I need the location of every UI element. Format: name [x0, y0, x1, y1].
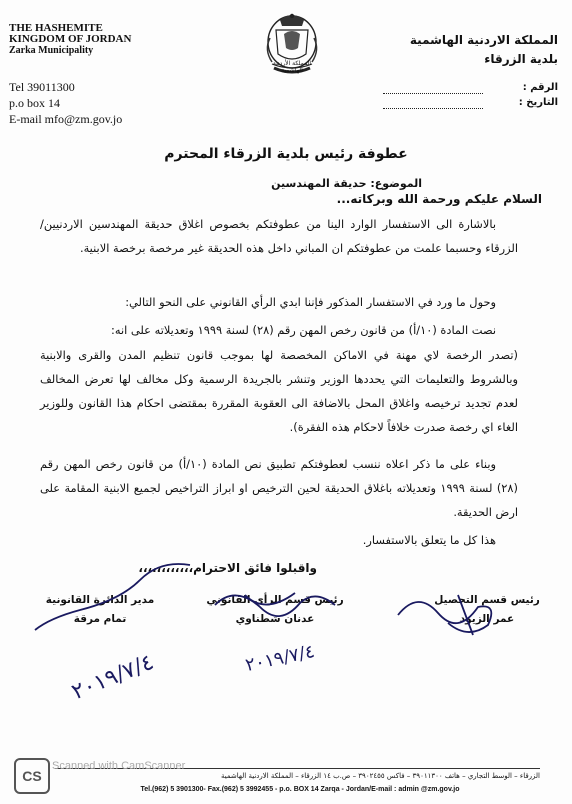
paragraph-3: نصت المادة (١٠/أ) من قانون رخص المهن رقم (٢٨) لسنة ١٩٩٩ وتعديلاته على انه: — [111, 323, 496, 337]
letterhead-email: E-mail mfo@zm.gov.jo — [9, 112, 123, 126]
letter-subject: الموضوع: حديقة المهندسين — [271, 177, 422, 190]
signatory-name: عدنان شطناوي — [235, 613, 315, 625]
signatory-role: رئيس قسم التحصيل — [434, 594, 540, 606]
date-line — [383, 108, 483, 109]
seal-caption: المملكة الأردنية الهاشمية — [272, 60, 312, 74]
signatory-role: رئيس قسم الرأي القانوني — [206, 594, 344, 606]
camscanner-watermark: Scanned with CamScanner — [52, 760, 186, 772]
footer-ar: الزرقاء – الوسط التجاري – هاتف ٣٩٠١١٣٠٠ – فاكس ٣٩٠٢٤٥٥ – ص.ب ١٤ الزرقاء – المملكة الاردنية الهاشمية — [221, 772, 540, 780]
camscanner-logo-icon: CS — [14, 758, 50, 794]
letterhead-ar-line-1: المملكة الاردنية الهاشمية — [409, 33, 558, 47]
letterhead-pobox: p.o box 14 — [9, 96, 60, 110]
paragraph-5: وبناء على ما ذكر اعلاه ننسب لعطوفتكم تطبيق نص المادة (١٠/أ) من قانون رخص المهن رقم (٢٨) لسنة ١٩٩٩ وتعديلاته باغلاق الحديقة لحين الترخيص او ابراز التراخيص لجميع الابنية المقامة على ارض الحديقة. — [40, 457, 518, 519]
signatory-name: عمر الزيود — [459, 613, 515, 625]
handwritten-date-2: ٢٠١٩/٧/٤ — [68, 649, 158, 706]
date-label: التاريخ : — [518, 97, 558, 108]
handwritten-date-1: ٢٠١٩/٧/٤ — [243, 640, 317, 677]
signature-legal-head — [205, 585, 345, 635]
signatory-name: تمام مرقة — [73, 613, 127, 625]
footer-en: Tel.(962) 5 3901300- Fax.(962) 5 3992455 - p.o. BOX 14 Zarqa - Jordan/E-mail : admin @zm.gov.jo — [140, 786, 460, 793]
signatory-role: مدير الدائرة القانونية — [45, 594, 155, 606]
letterhead-en-line-3: Zarka Municipality — [9, 45, 94, 56]
ref-number-label: الرقم : — [522, 82, 558, 93]
ref-number-line — [383, 93, 483, 94]
letterhead-en-line-2: KINGDOM OF JORDAN — [9, 33, 132, 45]
paragraph-4-quote: (تصدر الرخصة لاي مهنة في الاماكن المخصصة لها بموجب قانون تنظيم المدن والقرى والابنية وبالشروط والتعليمات التي يحددها الوزير وتنشر بالجريدة الرسمية وكل مخالف لها تعرض المخالف لعدم تجديد ترخيصه واغلاق المحل بالاضافة الى العقوبة المقررة بمقتضى احكام هذا القانون وللوزير الغاء اي رخصة صدرت خلافاً لاحكام هذه الفقرة). — [40, 348, 518, 434]
letterhead-tel: Tel 39011300 — [9, 80, 75, 94]
paragraph-1: بالاشارة الى الاستفسار الوارد الينا من عطوفتكم بخصوص اغلاق حديقة المهندسين الاردنيين/ الزرقاء وحسبما علمت من عطوفتكم ان المباني داخل هذه الحديقة غير مرخصة برخصة الابنية. — [40, 217, 518, 255]
letterhead-en-line-1: THE HASHEMITE — [9, 22, 103, 34]
greeting: السلام عليكم ورحمة الله وبركاته... — [336, 192, 542, 206]
closing-line: واقبلوا فائق الاحترام،،،،،،،،،،،، — [138, 561, 317, 575]
paragraph-6: هذا كل ما يتعلق بالاستفسار. — [362, 533, 496, 547]
signature-legal-director — [20, 550, 200, 640]
signature-collection-head — [388, 585, 508, 645]
letterhead-ar-line-2: بلدية الزرقاء — [484, 52, 558, 66]
paragraph-2: وحول ما ورد في الاستفسار المذكور فإننا ابدي الرأي القانوني على النحو التالي: — [125, 295, 496, 309]
letter-title: عطوفة رئيس بلدية الزرقاء المحترم — [164, 146, 408, 162]
